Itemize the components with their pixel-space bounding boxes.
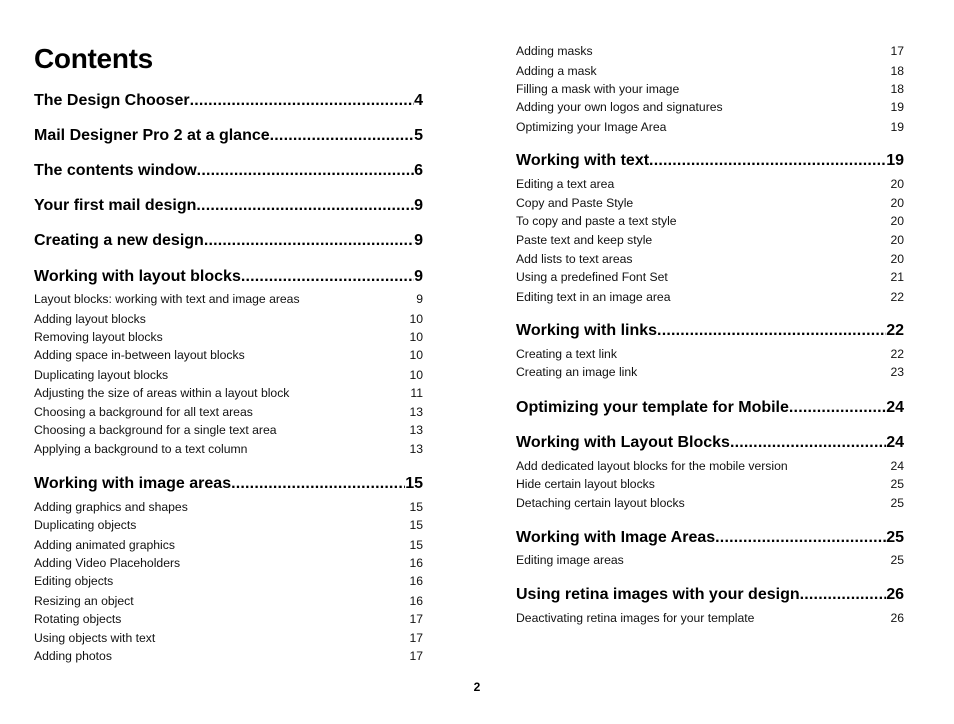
toc-entry-label: Applying a background to a text column [34,442,248,456]
toc-subsection-entry [516,63,904,79]
toc-subsection-entry [516,458,904,474]
dot-leader [715,528,886,548]
toc-entry-page: 17 [890,44,904,58]
toc-subsection-entry [516,495,904,511]
toc-entry-page: 10 [409,330,423,344]
toc-entry-label: Add lists to text areas [516,252,633,266]
toc-entry-page: 22 [886,322,904,339]
dot-leader [241,267,414,287]
toc-entry-page: 15 [405,475,423,492]
toc-entry-label: Working with links [516,322,658,339]
toc-entry-label: Adding space in-between layout blocks [34,348,245,362]
toc-entry-label: Working with Image Areas [516,529,716,546]
toc-subsection-entry [516,195,904,211]
toc-entry-page: 19 [886,152,904,169]
toc-entry-label: The Design Chooser [34,92,190,109]
toc-entry-page: 13 [409,442,423,456]
toc-entry-page: 20 [890,196,904,210]
toc-subsection-entry [516,232,904,248]
toc-entry-label: Adding photos [34,649,112,663]
toc-entry-page: 18 [890,82,904,96]
toc-entry-page: 26 [890,611,904,625]
dot-leader [197,161,414,181]
toc-entry-label: Removing layout blocks [34,330,163,344]
toc-entry-label: Adding a mask [516,64,597,78]
toc-subsection-entry [516,552,904,568]
toc-entry-page: 25 [890,477,904,491]
toc-subsection-entry [516,81,904,97]
toc-entry-label: Duplicating objects [34,518,137,532]
toc-subsection-entry [516,176,904,192]
toc-subsection-entry [34,648,423,664]
toc-subsection-entry [34,611,423,627]
toc-entry-label: Deactivating retina images for your template [516,611,755,625]
toc-entry-page: 11 [410,386,423,400]
dot-leader [190,91,415,111]
toc-entry-page: 20 [890,177,904,191]
toc-entry-label: Add dedicated layout blocks for the mobile version [516,459,788,473]
toc-entry-page: 9 [414,197,423,214]
toc-entry-page: 23 [890,365,904,379]
toc-entry-page: 24 [890,459,904,473]
toc-subsection-entry [34,385,423,401]
toc-entry-page: 15 [409,518,423,532]
dot-leader [800,585,887,605]
toc-subsection-entry [34,441,423,457]
toc-entry-page: 22 [890,347,904,361]
toc-section-entry [34,231,423,251]
toc-subsection-entry [34,367,423,383]
toc-subsection-entry [34,593,423,609]
page-number: 2 [473,680,481,694]
toc-subsection-entry [516,364,904,380]
toc-entry-label: Adding graphics and shapes [34,500,188,514]
toc-entry-page: 17 [409,631,423,645]
toc-entry-label: Detaching certain layout blocks [516,496,685,510]
toc-subsection-entry [34,499,423,515]
toc-entry-page: 15 [409,538,423,552]
toc-subsection-entry [34,404,423,420]
toc-entry-page: 24 [886,434,904,451]
toc-subsection-entry [516,99,904,115]
toc-subsection-entry [516,213,904,229]
toc-entry-label: Using objects with text [34,631,156,645]
toc-section-entry [516,433,904,453]
toc-entry-page: 22 [890,290,904,304]
toc-entry-page: 4 [414,92,423,109]
toc-entry-page: 13 [409,405,423,419]
toc-entry-page: 20 [890,214,904,228]
toc-subsection-entry [34,422,423,438]
toc-entry-page: 16 [409,594,423,608]
toc-entry-label: Mail Designer Pro 2 at a glance [34,127,270,144]
toc-entry-label: Paste text and keep style [516,233,653,247]
toc-section-entry [516,398,904,418]
dot-leader [789,398,886,418]
toc-entry-page: 26 [886,586,904,603]
toc-subsection-entry [516,251,904,267]
toc-entry-page: 10 [409,368,423,382]
toc-entry-label: Adding your own logos and signatures [516,100,723,114]
toc-section-entry [34,161,423,181]
dot-leader [204,231,414,251]
toc-section-entry [516,321,904,341]
toc-entry-page: 19 [890,120,904,134]
toc-entry-label: Editing text in an image area [516,290,671,304]
toc-entry-page: 16 [409,556,423,570]
toc-entry-label: Creating a new design [34,232,204,249]
toc-entry-label: Using retina images with your design [516,586,800,603]
toc-subsection-entry [516,610,904,626]
dot-leader [231,474,405,494]
toc-entry-label: Creating an image link [516,365,638,379]
toc-entry-label: Rotating objects [34,612,122,626]
toc-subsection-entry [516,269,904,285]
toc-entry-page: 25 [886,529,904,546]
toc-entry-label: Resizing an object [34,594,134,608]
toc-entry-label: Choosing a background for a single text area [34,423,277,437]
toc-entry-label: The contents window [34,162,197,179]
toc-entry-page: 5 [414,127,423,144]
toc-entry-page: 10 [409,312,423,326]
toc-entry-page: 6 [414,162,423,179]
toc-subsection-entry [516,43,904,59]
toc-entry-label: Optimizing your Image Area [516,120,667,134]
toc-entry-page: 20 [890,233,904,247]
page-title: Contents [34,43,153,74]
toc-subsection-entry [34,555,423,571]
toc-entry-page: 17 [409,612,423,626]
toc-subsection-entry [516,119,904,135]
toc-entry-label: Creating a text link [516,347,617,361]
toc-section-entry [34,126,423,146]
toc-entry-page: 10 [409,348,423,362]
toc-entry-label: Adding animated graphics [34,538,175,552]
toc-section-entry [34,267,423,287]
toc-entry-label: Adjusting the size of areas within a layout block [34,386,290,400]
toc-entry-page: 24 [886,399,904,416]
dot-leader [730,433,886,453]
toc-subsection-entry [34,630,423,646]
toc-subsection-entry [516,476,904,492]
toc-subsection-entry [34,311,423,327]
toc-section-entry [516,585,904,605]
dot-leader [196,196,414,216]
toc-subsection-entry [34,517,423,533]
toc-entry-page: 15 [409,500,423,514]
dot-leader [649,151,886,171]
toc-entry-label: Working with text [516,152,650,169]
toc-entry-label: Adding masks [516,44,593,58]
toc-entry-label: Copy and Paste Style [516,196,634,210]
toc-entry-label: Choosing a background for all text areas [34,405,253,419]
toc-section-entry [516,528,904,548]
toc-entry-label: Adding Video Placeholders [34,556,181,570]
toc-entry-page: 25 [890,496,904,510]
toc-entry-page: 21 [890,270,904,284]
dot-leader [657,321,886,341]
toc-entry-label: Adding layout blocks [34,312,146,326]
toc-entry-label: Layout blocks: working with text and image areas [34,292,300,306]
toc-entry-page: 16 [409,574,423,588]
toc-entry-label: Duplicating layout blocks [34,368,169,382]
dot-leader [270,126,414,146]
toc-entry-page: 19 [890,100,904,114]
toc-subsection-entry [34,347,423,363]
toc-entry-page: 9 [414,268,423,285]
toc-entry-label: Working with image areas [34,475,232,492]
toc-entry-label: Editing image areas [516,553,624,567]
toc-section-entry [34,91,423,111]
toc-subsection-entry [516,346,904,362]
toc-entry-label: Hide certain layout blocks [516,477,655,491]
toc-entry-label: Editing a text area [516,177,615,191]
toc-entry-label: Editing objects [34,574,114,588]
toc-entry-label: Working with layout blocks [34,268,241,285]
toc-entry-page: 9 [414,232,423,249]
toc-entry-page: 9 [416,292,423,306]
toc-subsection-entry [34,573,423,589]
toc-entry-page: 25 [890,553,904,567]
toc-entry-page: 20 [890,252,904,266]
toc-entry-label: Working with Layout Blocks [516,434,730,451]
toc-section-entry [516,151,904,171]
toc-entry-label: To copy and paste a text style [516,214,677,228]
toc-entry-label: Using a predefined Font Set [516,270,668,284]
toc-subsection-entry [34,537,423,553]
toc-subsection-entry [34,329,423,345]
toc-entry-page: 13 [409,423,423,437]
toc-section-entry [34,196,423,216]
toc-entry-label: Optimizing your template for Mobile [516,399,789,416]
toc-entry-label: Filling a mask with your image [516,82,680,96]
toc-entry-label: Your first mail design [34,197,197,214]
toc-entry-page: 17 [409,649,423,663]
toc-subsection-entry [516,289,904,305]
toc-section-entry [34,474,423,494]
toc-entry-page: 18 [890,64,904,78]
toc-subsection-entry [34,291,423,307]
